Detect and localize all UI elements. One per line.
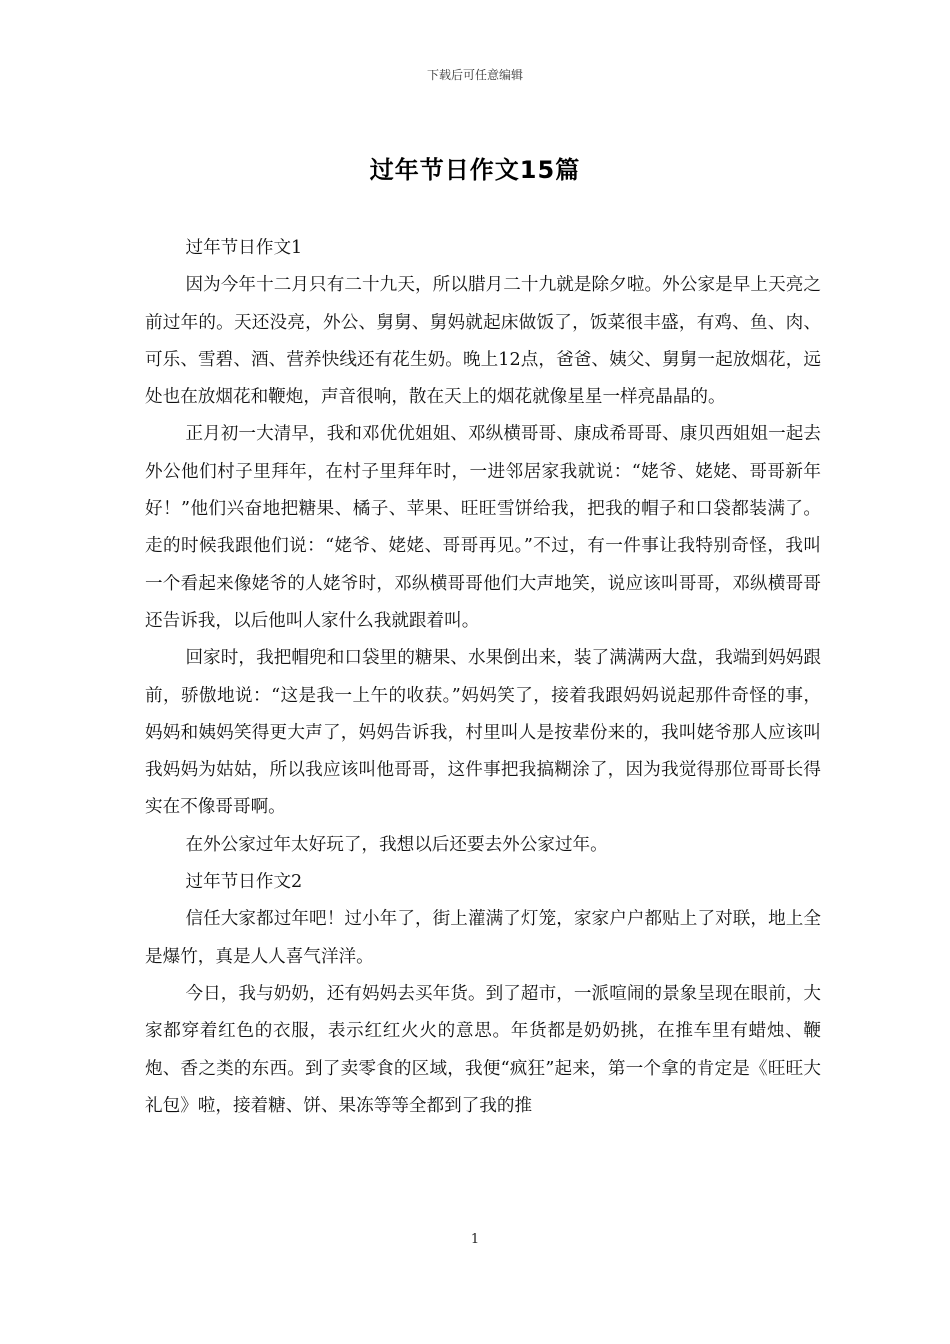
section-heading: 过年节日作文1 bbox=[185, 238, 303, 258]
paragraph: 今日，我与奶奶，还有妈妈去买年货。到了超市，一派喧闹的景象呈现在眼前，大家都穿着红色的衣服，表示红红火火的意思。年货都是奶奶挑，在推车里有蜡烛、鞭炮、香之类的东西。到了卖零食的区域，我便“疯狂”起来，第一个拿的肯定是《旺旺大礼包》啦，接着糖、饼、果冻等等全都到了我的推 bbox=[145, 983, 821, 1116]
paragraph: 回家时，我把帽兜和口袋里的糖果、水果倒出来，装了满满两大盘，我端到妈妈跟前，骄傲地说：“这是我一上午的收获。”妈妈笑了，接着我跟妈妈说起那件奇怪的事，妈妈和姨妈笑得更大声了，妈妈告诉我，村里叫人是按辈份来的，我叫姥爷那人应该叫我妈妈为姑姑，所以我应该叫他哥哥，这件事把我搞糊涂了，因为我觉得那位哥哥长得实在不像哥哥啊。 bbox=[145, 648, 821, 818]
paragraph: 正月初一大清早，我和邓优优姐姐、邓纵横哥哥、康成希哥哥、康贝西姐姐一起去外公他们村子里拜年，在村子里拜年时，一进邻居家我就说：“姥爷、姥姥、哥哥新年好！”他们兴奋地把糖果、橘子、苹果、旺旺雪饼给我，把我的帽子和口袋都装满了。走的时候我跟他们说：“姥爷、姥姥、哥哥再见。”不过，有一件事让我特别奇怪，我叫一个看起来像姥爷的人姥爷时，邓纵横哥哥他们大声地笑，说应该叫哥哥，邓纵横哥哥还告诉我，以后他叫人家什么我就跟着叫。 bbox=[145, 424, 821, 631]
document-title: 过年节日作文15篇 bbox=[369, 156, 581, 184]
paragraph: 因为今年十二月只有二十九天，所以腊月二十九就是除夕啦。外公家是早上天亮之前过年的。天还没亮，外公、舅舅、舅妈就起床做饭了，饭菜很丰盛，有鸡、鱼、肉、可乐、雪碧、酒、营养快线还有花生奶。晚上12点，爸爸、姨父、舅舅一起放烟花，远处也在放烟花和鞭炮，声音很响，散在天上的烟花就像星星一样亮晶晶的。 bbox=[145, 275, 821, 408]
document-body bbox=[145, 230, 821, 1125]
page-header: 下载后可任意编辑 bbox=[426, 68, 523, 82]
page-number: 1 bbox=[470, 1232, 480, 1247]
paragraph: 在外公家过年太好玩了，我想以后还要去外公家过年。 bbox=[185, 834, 608, 855]
paragraph: 信任大家都过年吧！过小年了，街上灌满了灯笼，家家户户都贴上了对联，地上全是爆竹，真是人人喜气洋洋。 bbox=[145, 909, 821, 967]
section-heading: 过年节日作文2 bbox=[185, 872, 303, 893]
